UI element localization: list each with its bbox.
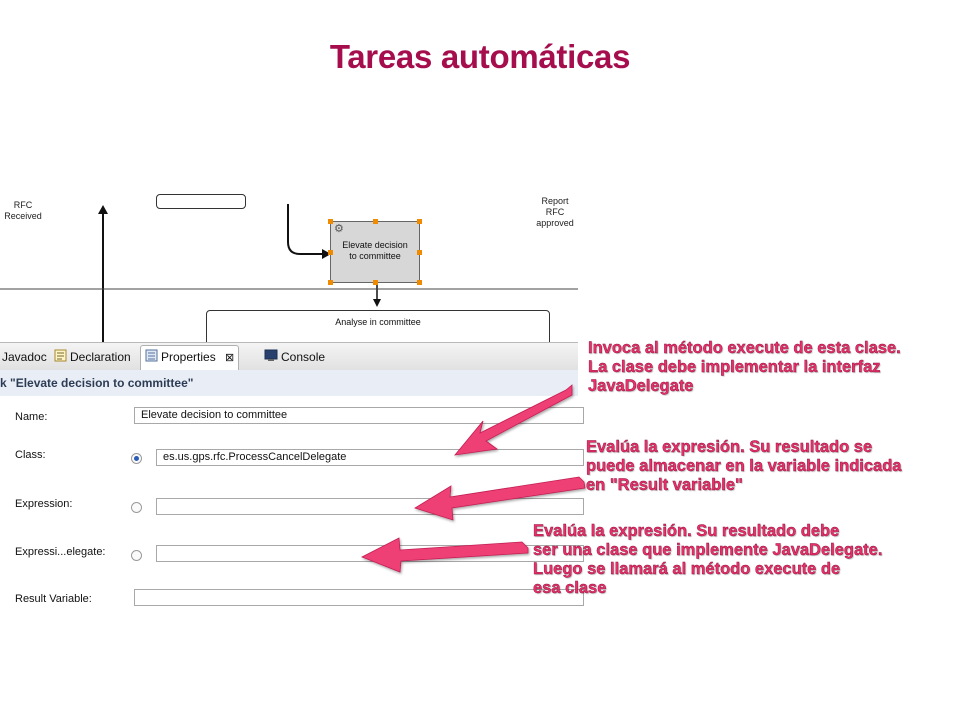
expression-annotation-line: Evalúa la expresión. Su resultado se <box>586 438 873 456</box>
resize-handle-n[interactable] <box>373 219 378 224</box>
resize-handle-ne[interactable] <box>417 219 422 224</box>
selected-task-label: Elevate decision to committee <box>342 240 408 261</box>
properties-header-title: k "Elevate decision to committee" <box>0 376 194 390</box>
tab-console-label: Console <box>281 350 326 364</box>
result-variable-label: Result Variable: <box>15 593 92 605</box>
name-label: Name: <box>15 411 48 423</box>
expression-annotation-line: en "Result variable" <box>586 476 743 494</box>
expression-delegate-label: Expressi...elegate: <box>15 546 106 558</box>
delegate-annotation-line: Luego se llamará al método execute de <box>533 560 841 578</box>
tab-properties[interactable] <box>140 345 239 370</box>
delegate-annotation <box>533 522 882 598</box>
class-label: Class: <box>15 449 46 461</box>
selected-service-task[interactable] <box>330 221 420 283</box>
expression-label: Expression: <box>15 498 73 510</box>
tab-declaration[interactable] <box>50 346 135 368</box>
delegate-annotation-line: Evalúa la expresión. Su resultado debe <box>533 522 840 540</box>
resize-handle-w[interactable] <box>328 250 333 255</box>
start-event-text: RFC Received <box>4 200 42 221</box>
tab-javadoc[interactable] <box>0 346 51 368</box>
resize-handle-se[interactable] <box>417 280 422 285</box>
properties-panel <box>0 396 578 624</box>
analyse-task-label: Analyse in committee <box>335 317 421 327</box>
tab-console[interactable] <box>260 346 329 368</box>
analyse-task-box[interactable] <box>206 310 550 346</box>
delegate-annotation-line: ser una clase que implemente JavaDelegate. <box>533 541 883 559</box>
resize-handle-nw[interactable] <box>328 219 333 224</box>
delegate-annotation-line: esa clase <box>533 579 607 597</box>
class-annotation <box>588 339 901 396</box>
expression-field[interactable] <box>156 498 584 515</box>
tab-properties-label: Properties <box>161 350 216 364</box>
tab-declaration-label: Declaration <box>70 350 131 364</box>
close-tab-icon[interactable]: ⊠ <box>225 352 235 364</box>
bpmn-diagram-canvas[interactable] <box>0 196 578 342</box>
tab-javadoc-label: Javadoc <box>2 350 47 364</box>
console-icon <box>264 347 278 369</box>
class-annotation-line: Invoca al método execute de esta clase. <box>588 339 901 357</box>
expression-radio[interactable] <box>131 502 142 513</box>
resize-handle-e[interactable] <box>417 250 422 255</box>
resize-handle-sw[interactable] <box>328 280 333 285</box>
declaration-icon <box>54 347 67 369</box>
expression-annotation-line: puede almacenar en la variable indicada <box>586 457 902 475</box>
expression-delegate-field[interactable] <box>156 545 584 562</box>
expression-delegate-radio[interactable] <box>131 550 142 561</box>
properties-icon <box>145 347 158 369</box>
eclipse-screenshot <box>0 196 578 624</box>
class-annotation-line: La clase debe implementar la interfaz <box>588 358 881 376</box>
slide-title: Tareas automáticas <box>329 38 631 75</box>
view-tab-strip <box>0 342 578 371</box>
class-field[interactable]: es.us.gps.rfc.ProcessCancelDelegate <box>156 449 584 466</box>
properties-header <box>0 370 578 397</box>
gear-icon: ⚙ <box>334 223 344 235</box>
name-field[interactable]: Elevate decision to committee <box>134 407 584 424</box>
resize-handle-s[interactable] <box>373 280 378 285</box>
result-variable-field[interactable] <box>134 589 584 606</box>
end-event-text: Report RFC approved <box>536 196 574 228</box>
expression-annotation <box>586 438 901 495</box>
class-radio[interactable] <box>131 453 142 464</box>
class-annotation-line: JavaDelegate <box>588 377 694 395</box>
